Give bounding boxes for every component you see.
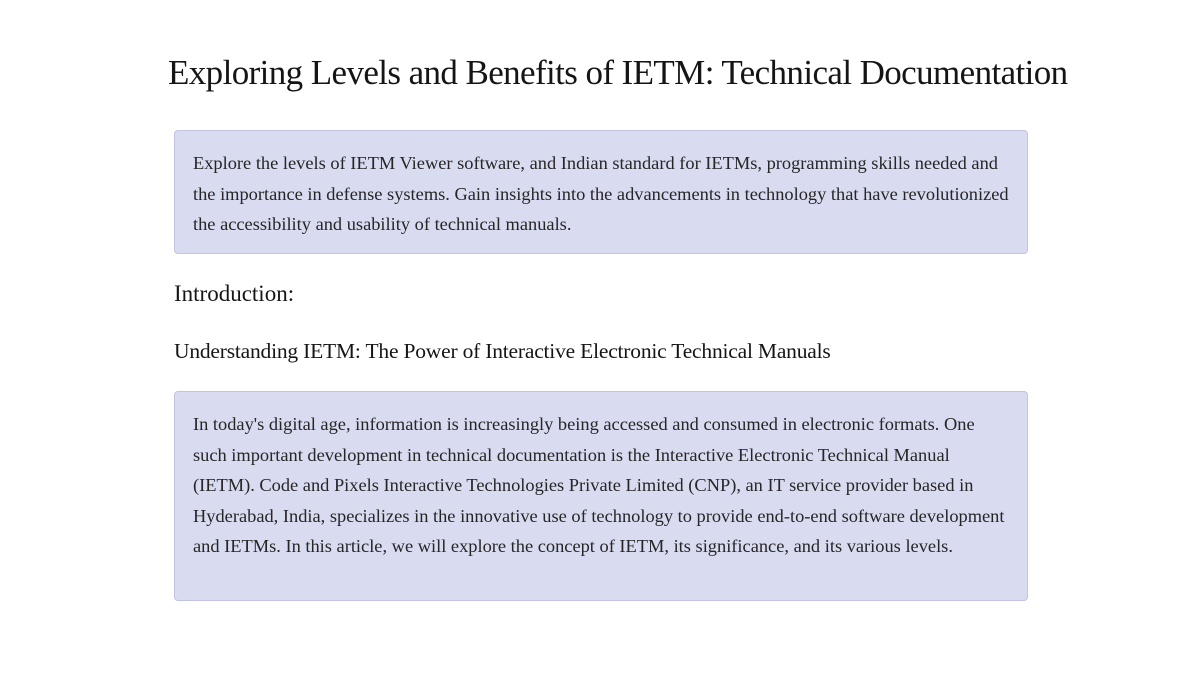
body-text: In today's digital age, information is increasingly being accessed and consumed in electronic formats. One such important development in technical documentation is the Interactive Electronic Technical Manual (IETM). Code and Pixels Interactive Technologies Private Limited (CNP), an IT service provider based in Hyderabad, India, specializes in the innovative use of technology to provide end-to-end software development and IETMs. In this article, we will explore the concept of IETM, its significance, and its various levels.: [193, 414, 1005, 557]
summary-text: Explore the levels of IETM Viewer software, and Indian standard for IETMs, programming skills needed and the importance in defense systems. Gain insights into the advancements in technology that have revolutionized the accessibility and usability of technical manuals.: [193, 153, 1009, 235]
slide-title: Exploring Levels and Benefits of IETM: Technical Documentation: [168, 53, 1068, 92]
summary-box: [174, 130, 1028, 254]
body-box: [174, 391, 1028, 601]
introduction-heading: Introduction:: [174, 281, 295, 306]
section-subheading: Understanding IETM: The Power of Interactive Electronic Technical Manuals: [174, 339, 831, 363]
